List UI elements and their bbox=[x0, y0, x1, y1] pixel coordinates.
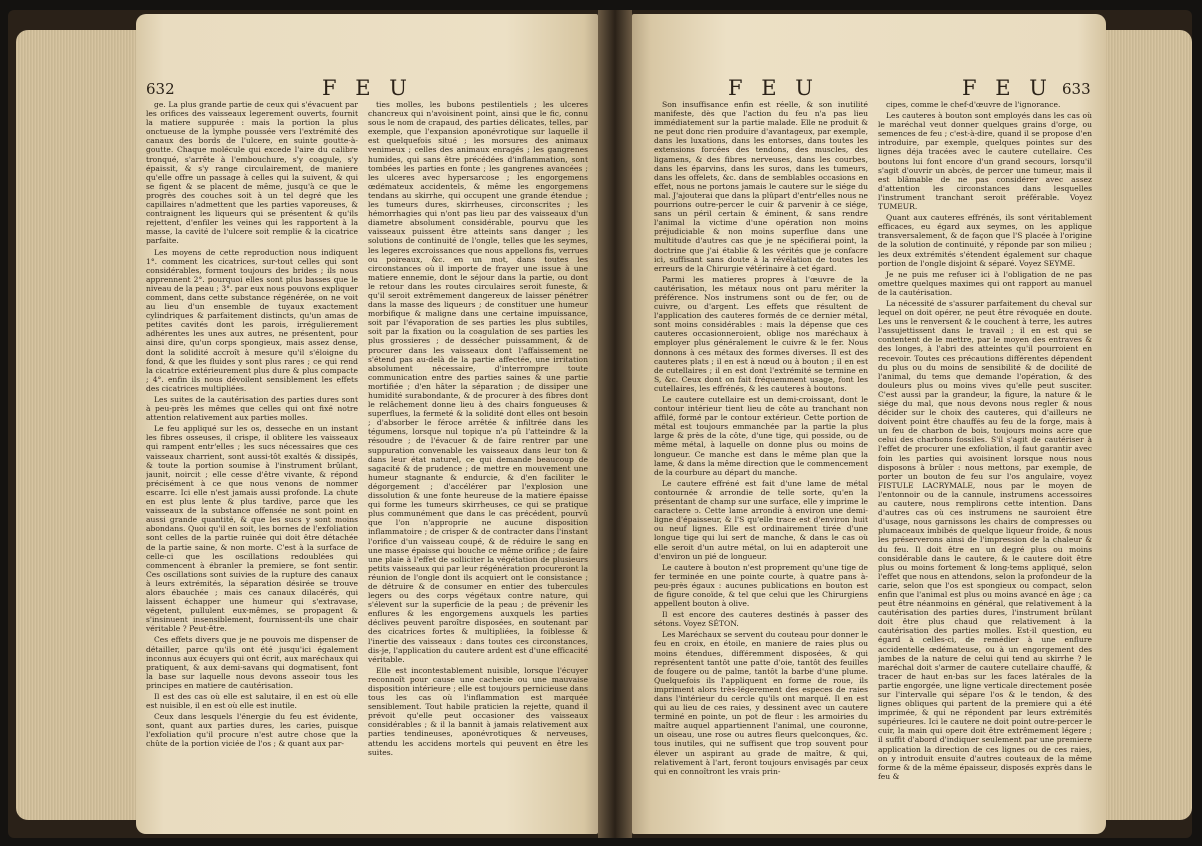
right-column-2 bbox=[878, 100, 1092, 822]
paragraph: Les suites de la cautérisation des parties dures sont à peu-près les mêmes que celles qui ont fixé notre attention relativement aux parties molles. bbox=[146, 395, 358, 423]
left-column-2 bbox=[368, 100, 588, 822]
paragraph: Les cauteres à bouton sont employés dans les cas où le maréchal veut donner quelques grains d'orge, ou semences de feu ; c'est-à-dire, quand il se propose d'en introduire, par exemple, quelques pointes sur des lignes déja tracées avec le cautere cutellaire. Ces boutons lui font encore d'un grand secours, lorsqu'il s'agit d'ouvrir un abcès, de percer une tumeur, mais il est blâmable de ne pas considérer avec assez d'attention les circonstances dans lesquelles l'instrument tranchant seroit préférable. Voyez TUMEUR. bbox=[878, 111, 1092, 212]
paragraph: Le cautere à bouton n'est proprement qu'une tige de fer terminée en une pointe courte, à quatre pans à-peu-près égaux : aucunes publications en bouton est de figure conoïde, & tel que celui que les Chirurgiens appellent bouton à olive. bbox=[654, 562, 868, 609]
paragraph: Ceux dans lesquels l'énergie du feu est évidente, sont, quant aux parties dures, les caries, puisque l'exfoliation qu'il procure n'est autre chose que la chûte de la portion viciée de l'os ; & quant aux par- bbox=[146, 712, 358, 749]
right-page-number: 633 bbox=[1062, 80, 1091, 98]
paragraph: Je ne puis me refuser ici à l'obligation de ne pas omettre quelques maximes qui ont rapport au manuel de la cautérisation. bbox=[878, 269, 1092, 297]
paragraph: Parmi les matieres propres à l'œuvre de la cautérisation, les métaux nous ont paru mériter la préférence. Nos instrumens sont ou de fer, ou de cuivre, ou d'argent. Les effets que résultent de l'application des cauteres formés de ce dernier métal, sont moins considérables : mais la dépense que ces cauteres occasionneroient, oblige nos maréchaux à employer plus généralement le cuivre & le fer. Nous donnons à ces métaux des formes diverses. Il est des cauteres plats ; il en est à nœud ou à bouton ; il en est de cutellaires ; il en est dont l'extrémité se termine en S, &c. Ceux dont on fait fréquemment usage, font les cutellaires, les effrénés, & les cauteres à boutons. bbox=[654, 274, 868, 393]
paragraph: Le cautere cutellaire est un demi-croissant, dont le contour intérieur tient lieu de côte au tranchant non affilé, formé par le contour extérieur. Cette portion de métal est toujours emmanchée par la partie la plus large & près de la côte, d'une tige, qui posside, ou de même métal, à laquelle on donne plus ou moins de longueur. Ce manche est dans le même plan que la lame, & dans la même direction que le commencement de la courbure au départ du manche. bbox=[654, 395, 868, 477]
right-running-head-right: F E U bbox=[962, 76, 1053, 100]
right-column-1 bbox=[654, 100, 868, 822]
right-page bbox=[632, 14, 1106, 834]
paragraph: Il est encore des cauteres destinés à passer des sétons. Voyez SÉTON. bbox=[654, 610, 868, 629]
paragraph: ge. La plus grande partie de ceux qui s'évacuent par les orifices des vaisseaux legerement ouverts, fournit la matiere suppurée : mais la portion la plus onctueuse de la lymphe poussée vers l'extrémité des canaux des bords de l'ulcere, en suinte goutte-à-goutte. Chaque molécule qui excede l'aire du calibre tronqué, s'arrête à l'embouchure, s'y coagule, s'y épaissit, & s'y range circulairement, de maniere qu'elle offre un passage à celles qui la suivent, & qui se figent & se placent de même, jusqu'à ce que le progrès des couches soit à un tel degré que les capillaires n'admettent que les parties vaporeuses, & contraignent les liqueurs qui se présentent & qu'ils rejettent, d'enfiler les veines qui les rapportent à la masse, la cavité de l'ulcere soit remplie & la cicatrice parfaite. bbox=[146, 100, 358, 246]
paragraph: Son insuffisance enfin est réelle, & son inutilité manifeste, dès que l'action du feu n'a pas lieu immédiatement sur la partie malade. Elle ne produit & ne peut donc rien produire d'avantageux, par exemple, dans les luxations, dans les entorses, dans toutes les extensions forcées des tendons, des muscles, des ligamens, & des fibres nerveuses, dans les courbes, dans les éparvins, dans les suros, dans les tumeurs, dans les offelets, &c. dans de semblables occasions en effet, nous ne portons jamais le cautere sur le siége du mal. J'ajouterai que dans la plûpart d'entr'elles nous ne pourrions outre-percer le cuir & parvenir à ce siége, sans un péril certain & éminent, & sans rendre l'animal la victime d'une opération non moins préjudiciable & non moins superflue dans une multitude d'autres cas que je ne spécifierai point, la doctrine que j'ai établie & les vérités que je confacre ici, suffisant sans doute à la révélation de toutes les erreurs de la Chirurgie vétérinaire à cet égard. bbox=[654, 100, 868, 273]
paragraph: La nécessité de s'assurer parfaitement du cheval sur lequel on doit opérer, ne peut être révoquée en doute. Les uns le renversent & le couchent à terre, les autres l'assujettissent dans le travail ; il en est qui se contentent de le mettre, par le moyen des entraves & des longes, à l'abri des atteintes qu'il pourroient en recevoir. Toutes ces précautions différentes dépendent du plus ou du moins de sensibilité & de docilité de l'animal, du tems que demande l'opération, & des douleurs plus ou moins vives qu'elle peut susciter. C'est aussi par la grandeur, la figure, la nature & le siége du mal, que nous devons nous regler & nous décider sur le choix des cauteres, qui d'ailleurs ne doivent point être chauffés au feu de la forge, mais à un feu de charbon de bois, toujours moins acre que celui des charbons fossiles. S'il s'agit de cautériser à l'effet de procurer une exfoliation, il faut garantir avec foin les parties qui avoisinent lorsque nous nous disposons à brûler : nous mettons, par exemple, de porter un bouton de feu sur l'os angulaire, voyez FISTULE LACRYMALE, nous par le moyen de l'entonnoir ou de la cannule, instrumens accessoires au cautere, nous remplirons cette intention. Dans d'autres cas où ces instrumens ne sauroient être d'usage, nous garnissons les chairs de compresses ou plumaceaux imbibés de quelque liqueur froide, & nous les préserverons ainsi de l'impression de la chaleur & du feu. Il doit être en un degré plus ou moins considérable dans le cautere, & le cautere doit être plus ou moins fortement & long-tems appliqué, selon l'effet que nous en attendons, selon la profondeur de la carie, selon que l'os est spongieux ou compact, selon enfin que l'animal est plus ou moins avancé en âge ; ca peut être néanmoins en général, que relativement à la cautérisation des parties dures, l'instrument brûlant doit être plus chaud que relativement à la cautérisation des parties molles. Est-il question, eu égard à celles-ci, de remédier à une enflure accidentelle œdémateuse, ou à un engorgement des jambes de la nature de celui qui tend au skirrhe ? le maréchal doit s'armer de cautere cutellaire chauffé, & tracer de haut en-bas sur les faces latérales de la partie engorgée, une ligne verticale directement posée sur l'intervalle qui sépare l'os & le tendon, & des lignes obliques qui partent de la premiere qui a été imprimée, & qui ne répondent par leurs extrémités supérieures. Ici le cautere ne doit point outre-percer le cuir, la main qui opere doit être extrêmement légere ; il suffit d'abord d'indiquer seulement par une premiere application la direction de ces lignes ou de ces raies, on y introduit ensuite d'autres couteaux de la même forme & de la même épaisseur, disposés exprès dans le feu & bbox=[878, 298, 1092, 781]
paragraph: Quant aux cauteres effrénés, ils sont véritablement efficaces, eu égard aux seymes, on les applique transversalement, & de façon que l'S placée à l'origine de la solution de continuité, y réponde par son milieu ; les deux extrémités s'étendent également sur chaque portion de l'ongle disjoint & séparé. Voyez SEYME. bbox=[878, 213, 1092, 268]
page-edges-left bbox=[16, 30, 136, 820]
page-edges-right bbox=[1106, 30, 1192, 820]
paragraph: Le feu appliqué sur les os, desseche en un instant les fibres osseuses, il crispe, il oblitere les vaisseaux qui rampent entr'elles ; les sucs nécessaires que ces vaisseaux charrient, sont aussi-tôt exaltés & dissipés, & toute la portion soumise à l'instrument brûlant, jaunit, noircit ; elle cesse d'être vivante, & répond précisément à ce que nous venons de nommer escarre. Ici elle n'est jamais aussi profonde. La chute en est plus lente & plus tardive, parce que les vaisseaux de la substance offensée ne sont point en aussi grande quantité, & que les sucs y sont moins abondans. Quoi qu'il en soit, les bornes de l'exfoliation sont celles de la partie ruinée qui doit être détachée de la partie saine, & non morte. C'est à la surface de celle-ci que les oscillations redoublées qui commencent à ébranler la premiere, se font sentir. Ces oscillations sont suivies de la rupture des canaux à leurs extrémités, la séparation désirée se trouve alors ébauchée ; mais ces canaux dilacérés, qui laissent échapper une humeur qui s'extravase, végetent, pullulent eux-mêmes, se propagent & s'insinuent insensiblement, fournissent-ils une chair véritable ? Peut-être. bbox=[146, 424, 358, 634]
paragraph: Ces effets divers que je ne pouvois me dispenser de détailler, parce qu'ils ont été jusqu'ici également inconnus aux écuyers qui ont écrit, aux maréchaux qui pratiquent, & aux demi-savans qui dogmatisent, font la base sur laquelle nous devons asseoir tous les principes en matiere de cautérisation. bbox=[146, 635, 358, 690]
book-gutter bbox=[598, 10, 632, 838]
left-running-head: F E U bbox=[322, 76, 413, 100]
left-page bbox=[136, 14, 598, 834]
open-book bbox=[8, 10, 1192, 838]
paragraph: cipes, comme le chef-d'œuvre de l'ignorance. bbox=[886, 100, 1061, 109]
paragraph: Le cautere effréné est fait d'une lame de métal contournée & arrondie de telle sorte, qu'en la présentant de champ sur une surface, elle y imprime le caractere ↄ. Cette lame arrondie à environ une demi-ligne d'épaisseur, & l'S qu'elle trace est d'environ huit ou neuf lignes. Elle est ordinairement tirée d'une longue tige qui lui sert de manche, & dans le cas où elle seroit d'un autre métal, on lui en adapteroit une d'environ un pié de longueur. bbox=[654, 478, 868, 561]
paragraph: Les Maréchaux se servent du couteau pour donner le feu en croix, en étoile, en maniere de raies plus ou moins étendues, différemment disposées, & qui représentent tantôt une patte d'oie, tantôt des feuilles de fougere ou de palme, tantôt la barbe d'une plume. Quelquefois ils l'appliquent en forme de roue, ils impriment alors très-légerement des especes de raies dans l'intérieur du cercle qu'ils ont marqué. Il en est qui au lieu de ces raies, y dessinent avec un cautere terminé en pointe, un pot de fleur : les armoiries du maître auquel appartiennent l'animal, une couronne, un oiseau, une rose ou autres fleurs quelconques, &c. tous inutiles, qui ne suffisent que trop souvent pour élever un aspirant au grade de maître, & qui, relativement à l'art, feront toujours envisagés par ceux qui en connoîtront les vrais prin- bbox=[654, 630, 868, 776]
paragraph: Elle est incontestablement nuisible, lorsque l'écuyer reconnoît pour cause une cachexie ou une mauvaise disposition intérieure ; elle est toujours pernicieuse dans tous les cas où l'inflammation est marquée sensiblement. Tout habile praticien la rejette, quand il prévoit qu'elle peut occasioner des vaisseaux considérables ; & il la bannit à jamais relativement aux parties tendineuses, aponévrotiques & nerveuses, attendu les accidens mortels qui peuvent en être les suites. bbox=[368, 665, 588, 757]
paragraph: Les moyens de cette reproduction nous indiquent 1°. comment les cicatrices, sur-tout celles qui sont considérables, forment toujours des brides ; ils nous apprennent 2°. pourquoi elles sont plus basses que le niveau de la peau ; 3°. par eux nous pouvons expliquer comment, dans cette substance régénérée, on ne voit au lieu d'un ensemble de tuyaux exactement cylindriques & parfaitement distincts, qu'un amas de petites cavités dont les parois, irrégulierement adhérentes les unes aux autres, ne présentent, pour ainsi dire, qu'un corps spongieux, mais assez dense, dont la solidité accroît à mesure qu'il s'éloigne du fond, & que les fluides y sont plus rares ; ce qui rend la cicatrice extérieurement plus dure & plus compacte ; 4°. enfin ils nous dévoilent sensiblement les effets des cicatrices multipliées. bbox=[146, 247, 358, 393]
paragraph: Il est des cas où elle est salutaire, il en est où elle est nuisible, il en est où elle est inutile. bbox=[146, 692, 358, 711]
left-page-number: 632 bbox=[146, 80, 175, 98]
left-column-1 bbox=[146, 100, 358, 822]
right-running-head-left: F E U bbox=[728, 76, 819, 100]
paragraph: ties molles, les bubons pestilentiels ; les ulceres chancreux qui n'avoisinent point, ainsi que le fic, connu sous le nom de crapaud, des parties délicates, telles, par exemple, que l'expansion aponévrotique sur laquelle il est quelquefois situé ; les morsures des animaux venimeux ; celles des animaux enragés ; les gangrenes humides, qui sans être précédées d'inflammation, sont tombées les parties en fonte ; les gangrenes avancées ; les ulceres avec hypersarcose ; les engorgemens œdémateux accidentels, & même les engorgemens tendans au skirrhe, qui occupent une grande étendue ; les tumeurs dures, skirrheuses, circonscrites ; les hémorrhagies qui n'ont pas lieu par des vaisseaux d'un diametre absolument considérable, pourvu que les vaisseaux puissent être atteints sans danger ; les solutions de continuité de l'ongle, telles que les seymes, les legeres excroissances que nous appellons fis, verrues ou poireaux, &c. en un mot, dans toutes les circonstances où il importe de frayer une issue à une matiere ennemie, dont le séjour dans la partie, ou dont le retour dans les routes circulaires seroit funeste, & qu'il seroit extrêmement dangereux de laisser pénétrer dans la masse des liqueurs ; de constituer une humeur morbifique & maligne dans une certaine impuissance, soit par l'évaporation de ses parties les plus subtiles, soit par la fixation ou la coagulation de ses parties les plus grossieres ; de dessécher puissamment, & de procurer dans les vaisseaux dont l'affaissement ne s'étend pas au-delà de la partie affectée, une irritation absolument nécessaire, d'interrompre toute communication entre des parties saines & une partie mortifiée ; d'en hâter la séparation ; de dissiper une humidité surabondante, & de procurer à des fibres dont le relâchement donne lieu à des chairs fongueuses & superflues, la fermeté & la solidité dont elles ont besoin ; d'absorber le féroce arrêtée & infiltrée dans les tégumens, lorsque nul topique n'a pû l'atteindre & la résoudre ; de l'évacuer & de faire rentrer par une suppuration convenable les vaisseaux dans leur ton & dans leur état naturel, ce qui demande beaucoup de sagacité & de prudence ; de mettre en mouvement une humeur stagnante & endurcie, & d'en faciliter le dégorgement ; d'accélérer par l'explosion une dissolution & une fonte heureuse de la matiere épaisse qui forme les tumeurs skirrheuses, ce qui se pratique plus communément que dans le cas précédent, pourvû que l'on n'approprie ne aucune disposition inflammatoire ; de crisper & de contracter dans l'instant l'orifice d'un vaisseau coupé, & de réduire le sang en une masse épaisse qui bouche ce même orifice ; de faire une plaie à l'effet de solliciter la végétation de plusieurs petits vaisseaux qui par leur régénération procureront la réunion de l'ongle dont ils acquiert ont le consistance ; de détruire & de consumer en entier des tubercules legers ou des corps végétaux contre nature, qui s'élevent sur la superficie de la peau ; de prévenir les enflures & les engorgemens auxquels les parties déclives peuvent paroître disposées, en soutenant par des cicatrices fortes & multipliées, la foiblesse & l'inertie des vaisseaux : dans toutes ces circonstances, dis-je, l'application du cautere ardent est d'une efficacité véritable. bbox=[368, 100, 588, 664]
